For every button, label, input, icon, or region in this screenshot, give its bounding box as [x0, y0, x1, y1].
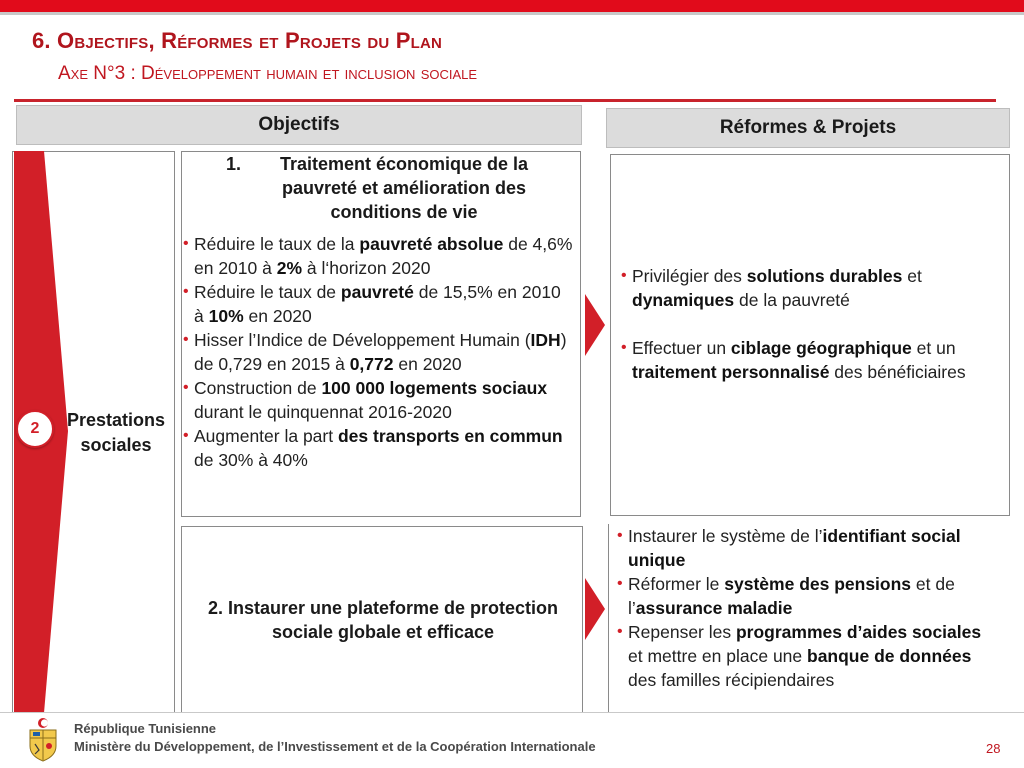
reforms-header-label: Réformes & Projets — [719, 117, 897, 138]
list-item: • Instaurer le système de l’identifiant social unique — [616, 524, 996, 572]
list-item: • Augmenter la part des transports en commun de 30% à 40% — [182, 424, 574, 472]
objectives-header-label: Objectifs — [258, 114, 340, 135]
page-title: 6. Objectifs, Réformes et Projets du Plan — [32, 28, 443, 53]
list-item: • Repenser les programmes d’aides sociales et mettre en place une banque de données des familles récipiendaires — [616, 620, 996, 692]
reform-2-box-edge — [608, 524, 609, 713]
category-label — [60, 408, 172, 458]
objective-1-number: 1. — [226, 154, 242, 174]
footer-ministry: Ministère du Développement, de l’Investissement et de la Coopération Internationale — [74, 739, 596, 754]
objective-1-title — [196, 152, 576, 224]
page-number: 28 — [986, 741, 1001, 756]
objective-2-title — [183, 596, 583, 644]
list-item: • Privilégier des solutions durables et dynamiques de la pauvreté — [620, 264, 996, 312]
footer-country: République Tunisienne — [74, 721, 217, 736]
list-item: • Réduire le taux de la pauvreté absolue de 4,6% en 2010 à 2% à l‘horizon 2020 — [182, 232, 574, 280]
category-label-line1: Prestations — [66, 410, 166, 430]
page-subtitle: Axe N°3 : Développement humain et inclusion sociale — [58, 63, 478, 84]
reform-2-bullets — [616, 524, 996, 692]
objective-2-title-line2: sociale globale et efficace — [271, 622, 495, 642]
coat-of-arms-icon — [24, 716, 62, 762]
objective-2-title-line1: 2. Instaurer une plateforme de protection — [207, 598, 559, 618]
objectives-header — [16, 105, 582, 145]
arrow-right-icon — [585, 578, 605, 640]
objective-1-title-line3: conditions de vie — [330, 202, 478, 222]
objective-1-bullets — [182, 232, 574, 472]
footer-divider — [0, 712, 1024, 713]
objective-1-title-line2: pauvreté et amélioration des — [281, 178, 527, 198]
list-item: • Effectuer un ciblage géographique et un traitement personnalisé des bénéficiaires — [620, 336, 996, 384]
category-label-line2: sociales — [80, 435, 152, 455]
list-item: • Construction de 100 000 logements sociaux durant le quinquennat 2016-2020 — [182, 376, 574, 424]
reforms-header — [606, 108, 1010, 148]
list-item: • Hisser l’Indice de Développement Humain (IDH) de 0,729 en 2015 à 0,772 en 2020 — [182, 328, 574, 376]
objective-1-title-line1: Traitement économique de la — [279, 154, 529, 174]
top-red-bar — [0, 0, 1024, 12]
list-item: • Réformer le système des pensions et de l’assurance maladie — [616, 572, 996, 620]
list-item: • Réduire le taux de pauvreté de 15,5% en 2010 à 10% en 2020 — [182, 280, 574, 328]
title-divider — [14, 99, 996, 102]
category-number-badge: 2 — [16, 410, 54, 448]
reform-1-bullets — [620, 264, 996, 408]
arrow-right-icon — [585, 294, 605, 356]
top-gray-bar — [0, 12, 1024, 15]
